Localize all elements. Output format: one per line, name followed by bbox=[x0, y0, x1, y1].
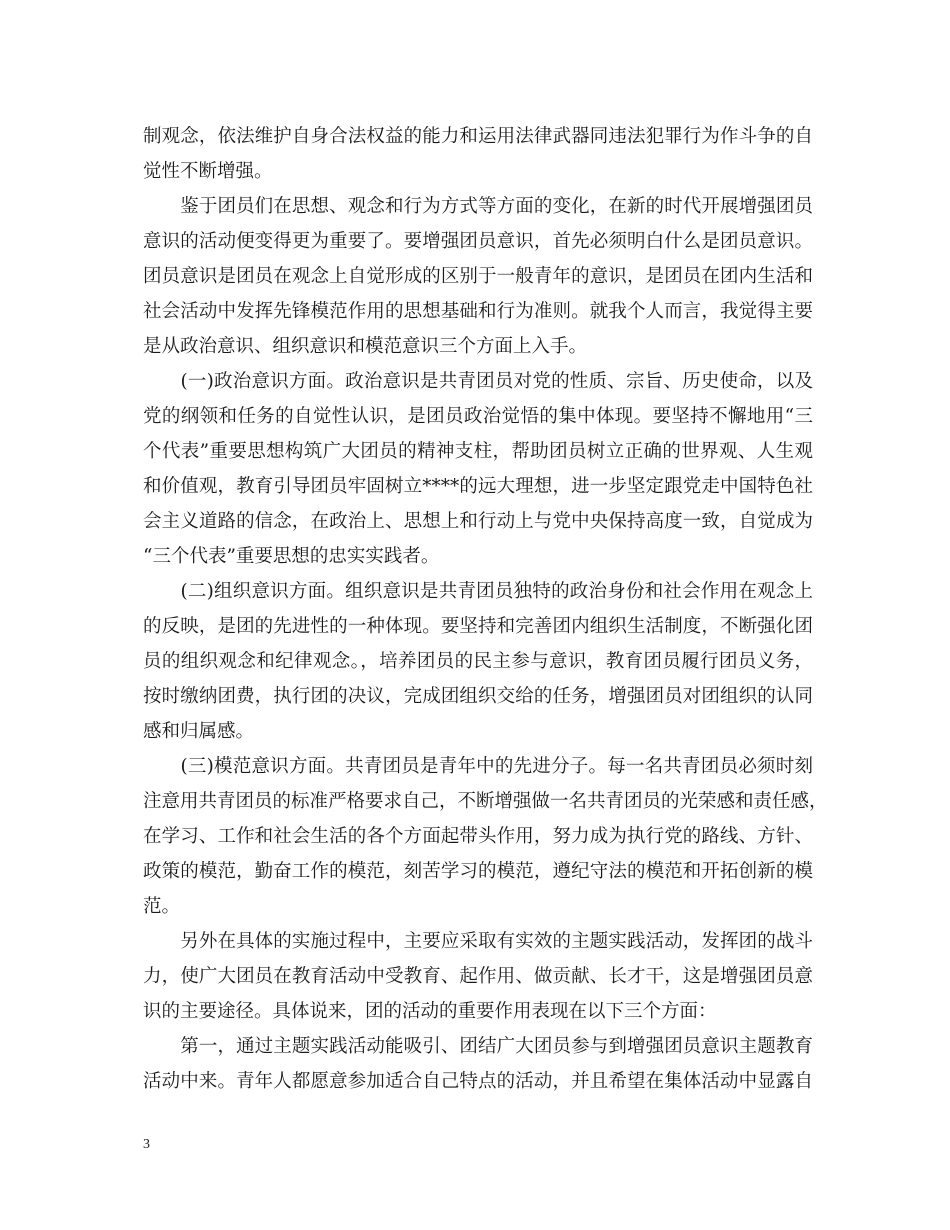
page-number: 3 bbox=[143, 1137, 150, 1152]
text-line: 党的纲领和任务的自觉性认识，是团员政治觉悟的集中体现。要坚持不懈地用“三 bbox=[143, 406, 813, 427]
text-line: (一)政治意识方面。政治意识是共青团员对党的性质、宗旨、历史使命，以及 bbox=[143, 371, 813, 392]
text-line: (三)模范意识方面。共青团员是青年中的先进分子。每一名共青团员必须时刻 bbox=[143, 756, 813, 777]
text-line: 政策的模范，勤奋工作的模范，刻苦学习的模范，遵纪守法的模范和开拓创新的模 bbox=[143, 861, 813, 882]
text-line: 鉴于团员们在思想、观念和行为方式等方面的变化，在新的时代开展增强团员 bbox=[143, 196, 813, 217]
text-line: 意识的活动便变得更为重要了。要增强团员意识，首先必须明白什么是团员意识。 bbox=[143, 231, 813, 252]
text-line: (二)组织意识方面。组织意识是共青团员独特的政治身份和社会作用在观念上 bbox=[143, 581, 813, 602]
text-line: 团员意识是团员在观念上自觉形成的区别于一般青年的意识，是团员在团内生活和 bbox=[143, 266, 813, 287]
text-line: 感和归属感。 bbox=[143, 721, 255, 742]
text-line: 第一，通过主题实践活动能吸引、团结广大团员参与到增强团员意识主题教育 bbox=[143, 1036, 813, 1057]
text-line: “三个代表”重要思想的忠实实践者。 bbox=[143, 546, 440, 567]
text-line: 个代表”重要思想构筑广大团员的精神支柱，帮助团员树立正确的世界观、人生观 bbox=[143, 441, 813, 462]
text-line: 范。 bbox=[143, 896, 181, 917]
text-line: 和价值观，教育引导团员牢固树立****的远大理想，进一步坚定跟党走中国特色社 bbox=[143, 476, 813, 497]
text-line: 识的主要途径。具体说来，团的活动的重要作用表现在以下三个方面： bbox=[143, 1001, 717, 1022]
text-line: 活动中来。青年人都愿意参加适合自己特点的活动，并且希望在集体活动中显露自 bbox=[143, 1071, 813, 1092]
text-line: 另外在具体的实施过程中，主要应采取有实效的主题实践活动，发挥团的战斗 bbox=[143, 931, 813, 952]
text-line: 是从政治意识、组织意识和模范意识三个方面上入手。 bbox=[143, 336, 588, 357]
text-line: 力，使广大团员在教育活动中受教育、起作用、做贡献、长才干，这是增强团员意 bbox=[143, 966, 813, 987]
text-line: 制观念，依法维护自身合法权益的能力和运用法律武器同违法犯罪行为作斗争的自 bbox=[143, 126, 813, 147]
text-line: 社会活动中发挥先锋模范作用的思想基础和行为准则。就我个人而言，我觉得主要 bbox=[143, 301, 813, 322]
text-line: 会主义道路的信念，在政治上、思想上和行动上与党中央保持高度一致，自觉成为 bbox=[143, 511, 813, 532]
document-body bbox=[143, 119, 828, 1099]
text-line: 注意用共青团员的标准严格要求自己，不断增强做一名共青团员的光荣感和责任感， bbox=[143, 791, 828, 812]
text-line: 按时缴纳团费，执行团的决议，完成团组织交给的任务，增强团员对团组织的认同 bbox=[143, 686, 813, 707]
text-line: 觉性不断增强。 bbox=[143, 161, 273, 182]
text-line: 员的组织观念和纪律观念。，培养团员的民主参与意识，教育团员履行团员义务， bbox=[143, 651, 813, 672]
text-line: 在学习、工作和社会生活的各个方面起带头作用，努力成为执行党的路线、方针、 bbox=[143, 826, 813, 847]
text-line: 的反映，是团的先进性的一种体现。要坚持和完善团内组织生活制度，不断强化团 bbox=[143, 616, 813, 637]
